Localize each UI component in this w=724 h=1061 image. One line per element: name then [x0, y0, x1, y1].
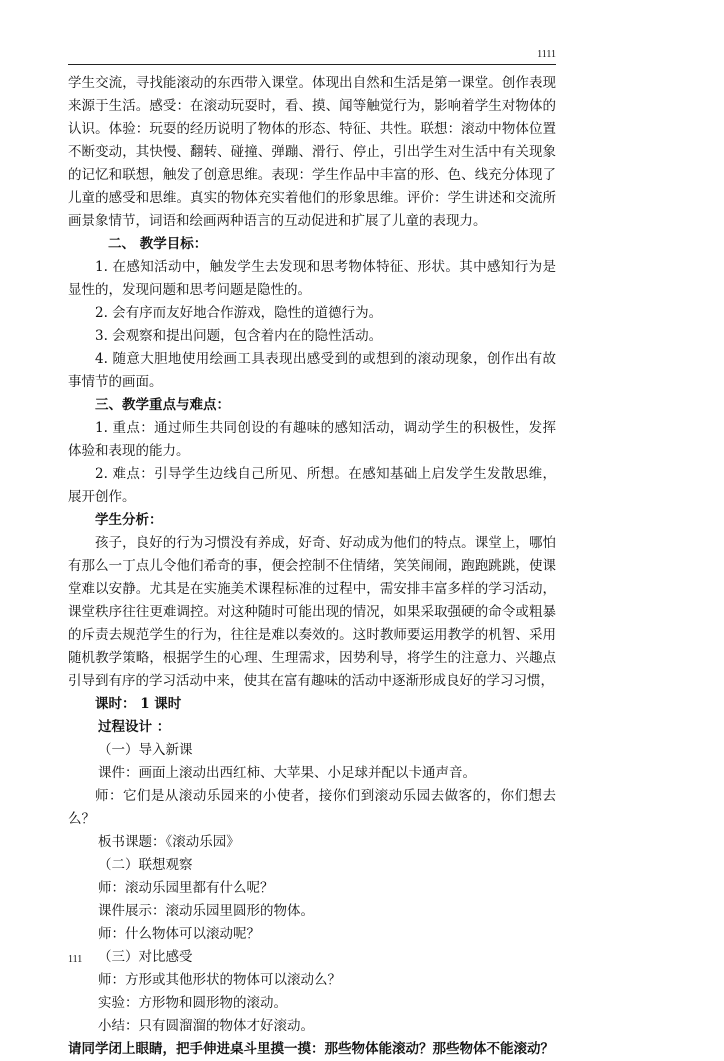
goal-3: 3. 会观察和提出问题，包含着内在的隐性活动。	[95, 328, 383, 344]
step-2-teacher-q2: 师：什么物体可以滚动呢？	[98, 926, 260, 942]
step-2-heading: （二）联想观察	[98, 857, 193, 873]
step-1-teacher: 师：它们是从滚动乐园来的小使者，接你们到滚动乐园去做客的，你们想去么？	[68, 788, 556, 827]
step-1-board-title: 板书课题：《滚动乐园》	[98, 834, 240, 850]
footer-page-number: 111	[68, 954, 83, 965]
header-page-number: 1111	[537, 49, 556, 60]
header-rule	[68, 64, 556, 65]
step-3-activity: 请同学闭上眼睛，把手伸进桌斗里摸一摸：那些物体能滚动？那些物体不能滚动？	[68, 1041, 554, 1057]
step-1-heading: （一）导入新课	[98, 742, 193, 758]
step-3-experiment: 实验：方形物和圆形物的滚动。	[98, 995, 287, 1011]
goal-2: 2. 会有序而友好地合作游戏，隐性的道德行为。	[95, 305, 383, 321]
student-analysis-text: 孩子，良好的行为习惯没有养成，好奇、好动成为他们的特点。课堂上，哪怕有那么一丁点儿令他们希奇的事，便会控制不住情绪，笑笑闹闹，跑跑跳跳，使课堂难以安静。尤其是在实施美术课程标准的过程中，需安排丰富多样的学习活动，课堂秩序往往更难调控。对这种随时可能出现的情况，如果采取强硬的命令或粗暴的斥责去规范学生的行为，往往是难以奏效的。这时教师要运用教学的机智、采用随机教学策略，根据学生的心理、生理需求，因势利导，将学生的注意力、兴趣点引导到有序的学习活动中来，使其在富有趣味的活动中逐渐形成良好的学习习惯，	[68, 535, 556, 689]
step-2-courseware: 课件展示：滚动乐园里圆形的物体。	[98, 903, 314, 919]
heading-teaching-goals: 二、 教学目标：	[108, 236, 208, 252]
heading-key-points: 三、教学重点与难点：	[95, 397, 230, 413]
class-hours: 课时： 1 课时	[95, 696, 182, 712]
heading-student-analysis: 学生分析：	[95, 512, 163, 528]
document-body	[68, 72, 556, 1061]
step-3-summary: 小结：只有圆溜溜的物体才好滚动。	[98, 1018, 314, 1034]
goal-1: 1. 在感知活动中，触发学生去发现和思考物体特征、形状。其中感知行为是显性的，发现问题和思考问题是隐性的。	[68, 259, 556, 298]
step-1-courseware: 课件：画面上滚动出西红柿、大苹果、小足球并配以卡通声音。	[98, 765, 476, 781]
key-point-2: 2. 难点：引导学生边线自己所见、所想。在感知基础上启发学生发散思维，展开创作。	[68, 466, 556, 505]
goal-4: 4. 随意大胆地使用绘画工具表现出感受到的或想到的滚动现象，创作出有故事情节的画面。	[68, 351, 556, 390]
step-2-teacher-q1: 师：滚动乐园里都有什么呢？	[98, 880, 274, 896]
step-3-teacher: 师：方形或其他形状的物体可以滚动么？	[98, 972, 341, 988]
key-point-1: 1. 重点：通过师生共同创设的有趣味的感知活动，调动学生的积极性，发挥体验和表现的能力。	[68, 420, 556, 459]
paragraph-intro: 学生交流，寻找能滚动的东西带入课堂。体现出自然和生活是第一课堂。创作表现来源于生活。感受：在滚动玩耍时，看、摸、闻等触觉行为，影响着学生对物体的认识。体验：玩耍的经历说明了物体的形态、特征、共性。联想：滚动中物体位置不断变动，其快慢、翻转、碰撞、弹蹦、滑行、停止，引出学生对生活中有关现象的记忆和联想，触发了创意思维。表现：学生作品中丰富的形、色、线充分体现了儿童的感受和思维。真实的物体充实着他们的形象思维。评价：学生讲述和交流所画景象情节，词语和绘画两种语言的互动促进和扩展了儿童的表现力。	[68, 75, 556, 229]
heading-process-design: 过程设计 ：	[98, 719, 171, 735]
step-3-heading: （三）对比感受	[98, 949, 193, 965]
